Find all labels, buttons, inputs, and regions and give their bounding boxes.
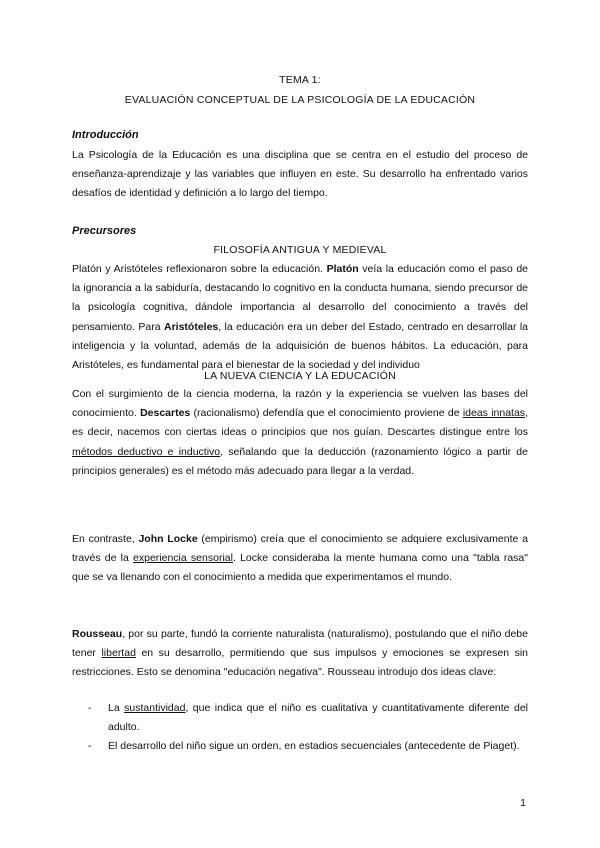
- intro-heading: Introducción: [72, 129, 139, 141]
- descartes-bold: Descartes: [140, 407, 191, 420]
- experiencia-sensorial-underline: experiencia sensorial: [133, 552, 233, 565]
- precursores-heading: Precursores: [72, 225, 137, 237]
- ideas-innatas-underline: ideas innatas: [462, 407, 526, 420]
- platon-bold: Platón: [326, 263, 359, 275]
- topic-number: TEMA 1:: [279, 74, 321, 86]
- rousseau-ideas-list: [88, 699, 528, 757]
- descartes-paragraph: Con el surgimiento de la ciencia moderna, la razón y la experiencia se vuelven las bases del conocimiento. Descartes (racionalismo) defendía que el conocimiento proviene de ideas innatas, es decir, nacemos con ciertas ideas o principios que nos guían. Descartes distingue entre los métodos deductivo e inductivo, señalando que la deducción (razonamiento lógico a partir de principios generales) es el método más adecuado para llegar a la verdad.: [72, 388, 528, 477]
- aristoteles-bold: Aristóteles: [163, 320, 219, 333]
- list-item: - La sustantividad, que indica que el niño es cualitativa y cuantitativamente diferente del adulto.: [88, 702, 528, 734]
- rousseau-bold: Rousseau: [72, 628, 123, 640]
- rousseau-paragraph: Rousseau, por su parte, fundó la corriente naturalista (naturalismo), postulando que el niño debe tener libertad en su desarrollo, permitiendo que sus impulsos y emociones se expresen sin restricciones. Esto se denomina "educación negativa". Rousseau introdujo dos ideas clave:: [72, 628, 528, 679]
- document-title: EVALUACIÓN CONCEPTUAL DE LA PSICOLOGÍA DE LA EDUCACIÓN: [124, 94, 476, 106]
- sustantividad-underline: sustantividad: [124, 702, 186, 714]
- platon-aristoteles-paragraph: Platón y Aristóteles reflexionaron sobre la educación. Platón veía la educación como el paso de la ignorancia a la sabiduría, destacando lo cognitivo en la conducta humana, siendo precursor de la psicología cognitiva, dándole importancia al desarrollo del conocimiento a través del pensamiento. Para Aristóteles, la educación era un deber del Estado, centrado en desarrollar la inteligencia y la voluntad, además de la adquisición de buenos hábitos. La educación, para Aristóteles, es fundamental para el bienestar de la sociedad y del individuo: [72, 263, 529, 372]
- section-title-nueva-ciencia: LA NUEVA CIENCIA Y LA EDUCACIÓN: [204, 370, 396, 382]
- locke-bold: John Locke: [138, 533, 198, 545]
- locke-paragraph: En contraste, John Locke (empirismo) creía que el conocimiento se adquiere exclusivamente a través de la experiencia sensorial. Locke consideraba la mente humana como una "tabla rasa" que se va llenando con el conocimiento a medida que experimentamos el mundo.: [72, 533, 528, 584]
- intro-paragraph: La Psicología de la Educación es una disciplina que se centra en el estudio del proceso de enseñanza-aprendizaje y las variables que influyen en este. Su desarrollo ha enfrentado varios desafíos de identidad y definición a lo largo del tiempo.: [72, 149, 528, 200]
- section-title-antigua: FILOSOFÍA ANTIGUA Y MEDIEVAL: [213, 244, 387, 256]
- page-number: 1: [520, 797, 526, 809]
- libertad-underline: libertad: [101, 647, 136, 660]
- metodos-underline: métodos deductivo e inductivo: [72, 445, 221, 458]
- list-item: - El desarrollo del niño sigue un orden, en estadios secuenciales (antecedente de Piaget).: [88, 740, 520, 753]
